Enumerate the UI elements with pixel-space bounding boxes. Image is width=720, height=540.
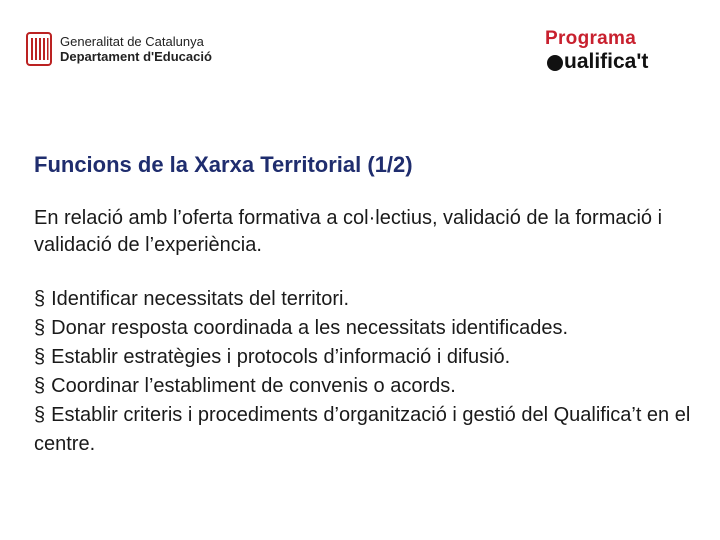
- bullet-icon: §: [34, 404, 46, 426]
- slide-title: Funcions de la Xarxa Territorial (1/2): [34, 152, 413, 177]
- list-item-text: Coordinar l’establiment de convenis o acords.: [51, 375, 456, 397]
- list-item-text: Establir criteris i procediments d’organització i gestió del Qualifica’t en el centre.: [34, 404, 691, 455]
- bullet-icon: §: [34, 346, 46, 368]
- list-item-text: Identificar necessitats del territori.: [51, 288, 350, 310]
- bullet-icon: §: [34, 375, 46, 397]
- department-name: Departament d'Educació: [60, 49, 212, 64]
- bullet-icon: §: [34, 317, 46, 339]
- function-list: [34, 285, 704, 459]
- q-circle-icon: [547, 55, 563, 71]
- list-item-text: Establir estratègies i protocols d’informació i difusió.: [51, 346, 511, 368]
- intro-paragraph: En relació amb l’oferta formativa a col·lectius, validació de la formació i validació de l’experiència.: [34, 207, 663, 256]
- list-item: [34, 343, 704, 372]
- list-item: [34, 285, 704, 314]
- list-item: [34, 401, 704, 459]
- list-item: [34, 372, 704, 401]
- list-item-text: Donar resposta coordinada a les necessitats identificades.: [51, 317, 569, 339]
- generalitat-emblem-icon: [26, 32, 52, 66]
- program-title: Programa: [545, 28, 637, 49]
- org-name: Generalitat de Catalunya: [60, 34, 204, 49]
- generalitat-logo: [26, 32, 212, 66]
- programa-qualificat-logo: [545, 28, 685, 74]
- program-name: ualifica't: [564, 50, 649, 73]
- list-item: [34, 314, 704, 343]
- bullet-icon: §: [34, 288, 46, 310]
